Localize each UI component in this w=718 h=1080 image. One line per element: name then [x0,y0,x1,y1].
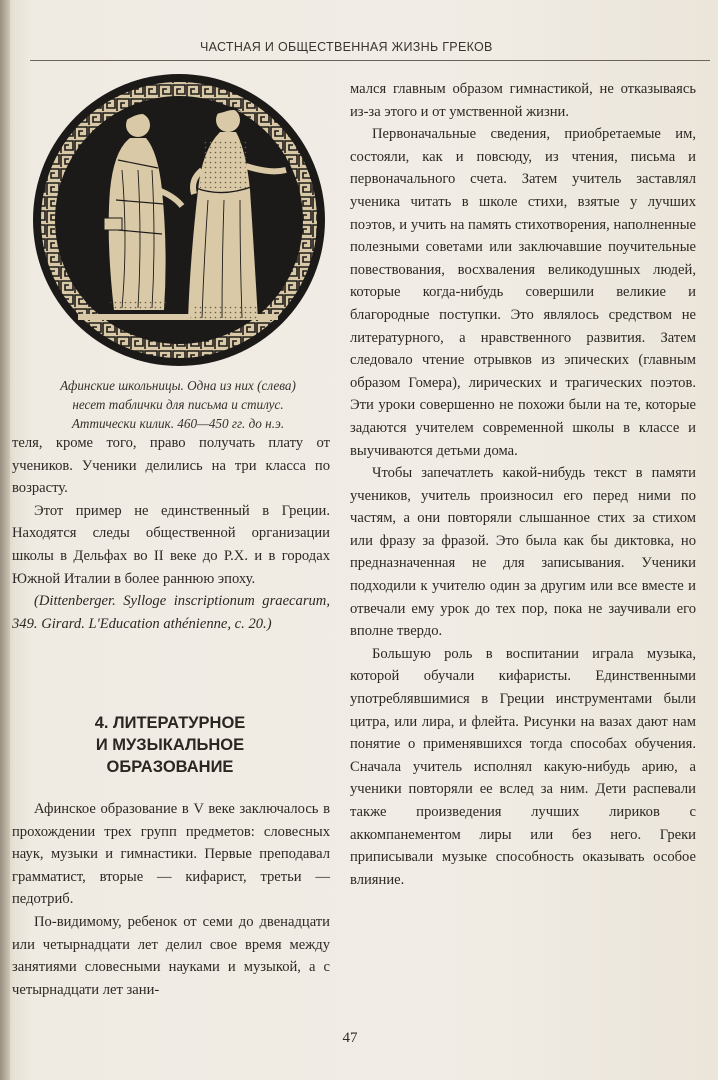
section-heading [40,712,300,778]
left-paragraph-3: Афинское образование в V веке заключалось в прохождении трех групп предметов: словесных наук, музыки и гимнастики. Первые преподавал грамматист, вторые — кифарист, третьи — педотриб. [12,801,330,908]
figure-caption [18,376,338,433]
running-header: ЧАСТНАЯ И ОБЩЕСТВЕННАЯ ЖИЗНЬ ГРЕКОВ [200,40,493,54]
section-heading-line: ОБРАЗОВАНИЕ [106,758,234,776]
page-number: 47 [342,1030,358,1046]
inner-black-field [55,96,303,344]
section-heading-line: 4. ЛИТЕРАТУРНОЕ [94,714,246,732]
caption-line: Афинские школьницы. Одна из них (слева) [60,378,296,393]
right-column [350,78,696,891]
right-paragraph-2: Первоначальные сведения, приобретаемые им, состояли, как и повсюду, из чтения, письма и первоначального счета. Затем учитель заставлял ученика читать в школе стихи, взятые у лучших поэтов, и учить на память стихотворения, наполненные полезными советами или заключавшие поучительные повествования, восхваления великодушных людей, которые когда-нибудь совершили великие и благородные поступки. Это являлось средством не литературного, а нравственного развития. Затем следовало чтение отрывков из эпических (главным образом Гомера), лирических и трагических поэтов. Эти уроки совершенно не похожи были на те, которые задаются учителем современной школы в классе и выучиваются детьми дома. [350,126,696,459]
section-heading-line: И МУЗЫКАЛЬНОЕ [95,736,245,754]
bibliographic-reference: (Dittenberger. Sylloge inscriptionum graecarum, 349. Girard. L'Education athénienne, c. 20.) [12,593,330,632]
left-paragraph-4: По-видимому, ребенок от семи до двенадцати или четырнадцати лет делил свое время между занятиями словесными науками и музыкой, а с четырнадцати лет зани- [12,913,330,998]
caption-line: несет таблички для письма и стилус. [72,397,284,412]
header-rule [30,60,710,61]
kylix-illustration [18,70,340,370]
left-continuation-paragraph: теля, кроме того, право получать плату от учеников. Ученики делились на три класса по возрасту. [12,435,330,497]
left-column-bottom [12,798,330,1001]
right-paragraph-3: Чтобы запечатлеть какой-нибудь текст в памяти учеников, учитель произносил его перед ними по частям, а они повторяли слышанное стих за стихом или фразу за фразой. Это была как бы диктовка, но предназначенная не для записывания. Ученики подходили к учителю один за другим или все вместе и отвечали ему урок до тех пор, пока не заучивали его вполне твердо. [350,465,696,640]
right-continuation-paragraph: мался главным образом гимнастикой, не отказываясь из-за этого и от умственной жизни. [350,81,696,120]
right-paragraph-4: Большую роль в воспитании играла музыка, которой обучали кифаристы. Единственными употреблявшимися в Греции инструментами были цитра, или лира, и флейта. Рисунки на вазах дают нам понятие о применявшихся тогда способах обучения. Сначала учитель исполнял какую-нибудь арию, а ученики повторяли ее вслед за ним. Дети распевали также произведения лучших лириков с аккомпанементом лиры или без него. Греки приписывали музыке способность оказывать особое влияние. [350,645,696,888]
left-column-top [12,432,330,635]
kylix-drawing [18,70,340,370]
left-paragraph-2: Этот пример не единственный в Греции. Находятся следы общественной организации школы в Дельфах во II веке до Р.Х. и в городах Южной Италии в более раннюю эпоху. [12,502,330,587]
caption-line: Аттически килик. 460—450 гг. до н.э. [71,416,285,431]
book-page-edge [0,0,10,1080]
